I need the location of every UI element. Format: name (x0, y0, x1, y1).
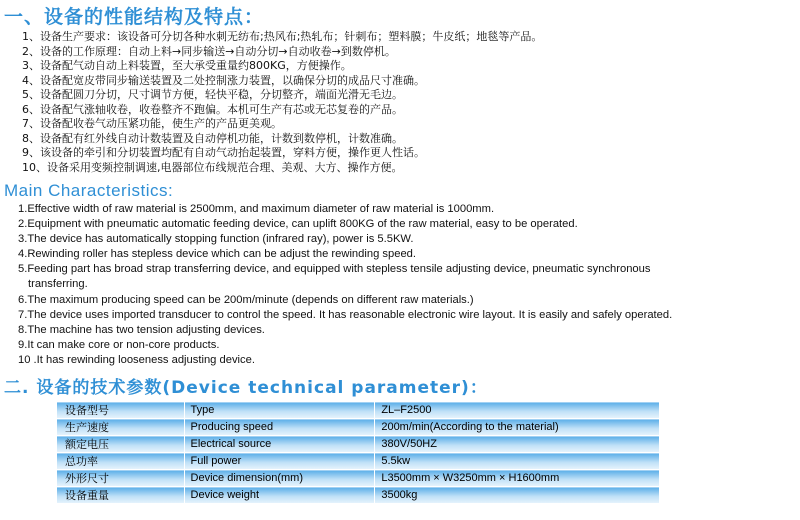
table-row (57, 436, 660, 453)
feature-item: 8、设备配有红外线自动计数装置及自动停机功能，计数到数停机，计数准确。 (22, 132, 403, 145)
feature-item: 4、设备配宽皮带同步输送装置及二处控制涨力装置，以确保分切的成品尺寸准确。 (22, 74, 425, 87)
characteristic-item: 4.Rewinding roller has stepless device which can be adjust the rewinding speed. (18, 248, 417, 260)
param-name-zh: 设备型号 (57, 402, 185, 419)
param-name-zh: 生产速度 (57, 419, 185, 436)
param-name-zh: 外形尺寸 (57, 470, 185, 487)
characteristic-item: 5.Feeding part has broad strap transferring device, and equipped with stepless tensile adjusting device, pneumatic synchronous (18, 263, 651, 275)
technical-parameter-table (56, 401, 660, 504)
param-name-en: Full power (184, 453, 375, 470)
feature-item: 2、设备的工作原理：自动上料→同步输送→自动分切→自动收卷→到数停机。 (22, 45, 396, 58)
section-title-features: 一、设备的性能结构及特点： (4, 6, 265, 28)
param-value: 5.5kw (375, 453, 660, 470)
param-value: L3500mm × W3250mm × H1600mm (375, 470, 660, 487)
characteristic-item: 3.The device has automatically stopping function (infrared ray), power is 5.5KW. (18, 233, 414, 245)
section-title-main-characteristics: Main Characteristics: (4, 181, 174, 200)
characteristic-item: 1.Effective width of raw material is 2500mm, and maximum diameter of raw material is 1000mm. (18, 203, 495, 215)
feature-item: 1、设备生产要求：该设备可分切各种水刺无纺布;热风布;热轧布；针刺布；塑料膜；牛皮纸；地毯等产品。 (22, 30, 543, 43)
param-value: 200m/min(According to the material) (375, 419, 660, 436)
table-row (57, 453, 660, 470)
param-value: 3500kg (375, 487, 660, 504)
section-title-technical-parameter: 二. 设备的技术参数(Device technical parameter)： (4, 378, 488, 398)
feature-item: 9、该设备的牵引和分切装置均配有自动气动抬起装置，穿料方便，操作更人性话。 (22, 146, 425, 159)
param-name-zh: 总功率 (57, 453, 185, 470)
param-name-zh: 额定电压 (57, 436, 185, 453)
characteristic-item: 6.The maximum producing speed can be 200m/minute (depends on different raw materials.) (18, 294, 474, 306)
param-value: 380V/50HZ (375, 436, 660, 453)
characteristic-item: 10 .It has rewinding looseness adjusting device. (18, 354, 255, 366)
characteristic-item: 7.The device uses imported transducer to control the speed. It has reasonable electronic wire layout. It is easily and safely operated. (18, 309, 673, 321)
characteristic-item: 9.It can make core or non-core products. (18, 339, 220, 351)
feature-item: 10、设备采用变频控制调速,电器部位布线规范合理、美观、大方、操作方便。 (22, 161, 403, 174)
param-name-en: Electrical source (184, 436, 375, 453)
param-name-zh: 设备重量 (57, 487, 185, 504)
param-name-en: Type (184, 402, 375, 419)
characteristic-item: 8.The machine has two tension adjusting devices. (18, 324, 265, 336)
table-row (57, 487, 660, 504)
feature-item: 6、设备配气涨轴收卷，收卷整齐不跑偏。本机可生产有芯或无芯复卷的产品。 (22, 103, 403, 116)
feature-item: 3、设备配气动自动上料装置，至大承受重量约800KG，方便操作。 (22, 59, 352, 72)
table-row (57, 419, 660, 436)
feature-item: 5、设备配圆刀分切，尺寸调节方便，轻快平稳，分切整齐，端面光滑无毛边。 (22, 88, 403, 101)
param-name-en: Producing speed (184, 419, 375, 436)
characteristic-item: 2.Equipment with pneumatic automatic feeding device, can uplift 800KG of the raw material, easy to be operated. (18, 218, 578, 230)
param-name-en: Device dimension(mm) (184, 470, 375, 487)
characteristic-item-continued: transferring. (28, 278, 88, 290)
feature-item: 7、设备配收卷气动压紧功能，使生产的产品更美观。 (22, 117, 282, 130)
param-value: ZL–F2500 (375, 402, 660, 419)
table-row (57, 470, 660, 487)
table-row (57, 402, 660, 419)
param-name-en: Device weight (184, 487, 375, 504)
